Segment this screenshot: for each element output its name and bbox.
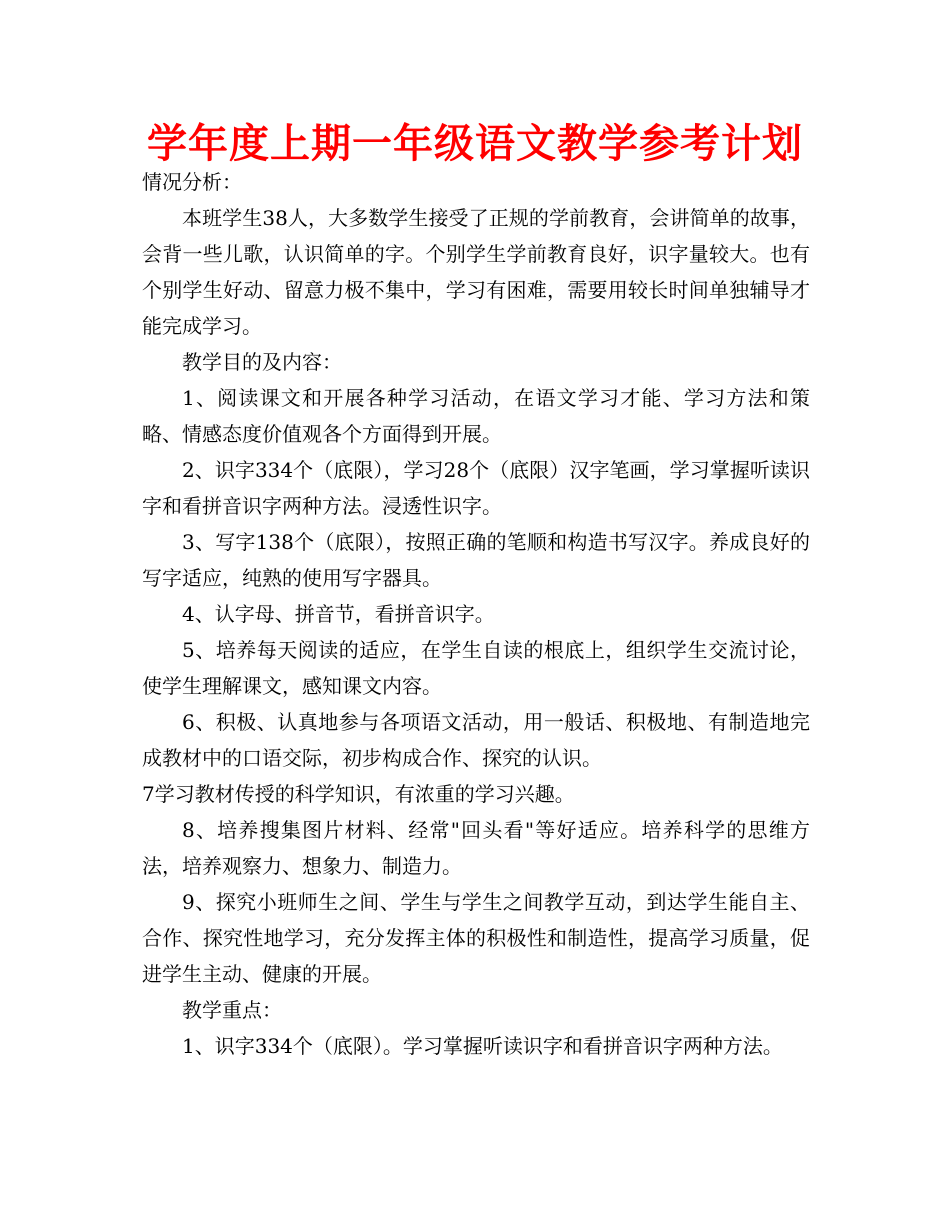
document-title: 学年度上期一年级语文教学参考计划	[147, 120, 803, 167]
goal-item-7: 7学习教材传授的科学知识，有浓重的学习兴趣。	[142, 782, 575, 806]
goal-item-6: 6、积极、认真地参与各项语文活动，用一般话、积极地、有制造地完成教材中的口语交际，初步构成合作、探究的认识。	[142, 710, 810, 770]
key-point-item-1: 1、识字334个（底限）。学习掌握听读识字和看拼音识字两种方法。	[182, 1034, 783, 1058]
goal-item-3: 3、写字138个（底限），按照正确的笔顺和构造书写汉字。养成良好的写字适应，纯熟的使用写字器具。	[142, 530, 810, 590]
section-heading-key-points: 教学重点：	[182, 998, 282, 1022]
document-body	[142, 164, 810, 1064]
goal-item-2: 2、识字334个（底限），学习28个（底限）汉字笔画，学习掌握听读识字和看拼音识字两种方法。浸透性识字。	[142, 458, 810, 518]
goal-item-4: 4、认字母、拼音节，看拼音识字。	[182, 602, 495, 626]
goal-item-8: 8、培养搜集图片材料、经常"回头看"等好适应。培养科学的思维方法，培养观察力、想象力、制造力。	[142, 818, 810, 878]
section-heading-situation: 情况分析：	[142, 170, 242, 194]
goal-item-5: 5、培养每天阅读的适应，在学生自读的根底上，组织学生交流讨论，使学生理解课文，感知课文内容。	[142, 638, 810, 698]
goal-item-9: 9、探究小班师生之间、学生与学生之间教学互动，到达学生能自主、合作、探究性地学习，充分发挥主体的积极性和制造性，提高学习质量，促进学生主动、健康的开展。	[142, 890, 810, 986]
section-heading-goals: 教学目的及内容：	[182, 350, 342, 374]
paragraph-class-situation: 本班学生38人，大多数学生接受了正规的学前教育，会讲简单的故事，会背一些儿歌，认识简单的字。个别学生学前教育良好，识字量较大。也有个别学生好动、留意力极不集中，学习有困难，需要用较长时间单独辅导才能完成学习。	[142, 206, 810, 338]
goal-item-1: 1、阅读课文和开展各种学习活动，在语文学习才能、学习方法和策略、情感态度价值观各个方面得到开展。	[142, 386, 810, 446]
